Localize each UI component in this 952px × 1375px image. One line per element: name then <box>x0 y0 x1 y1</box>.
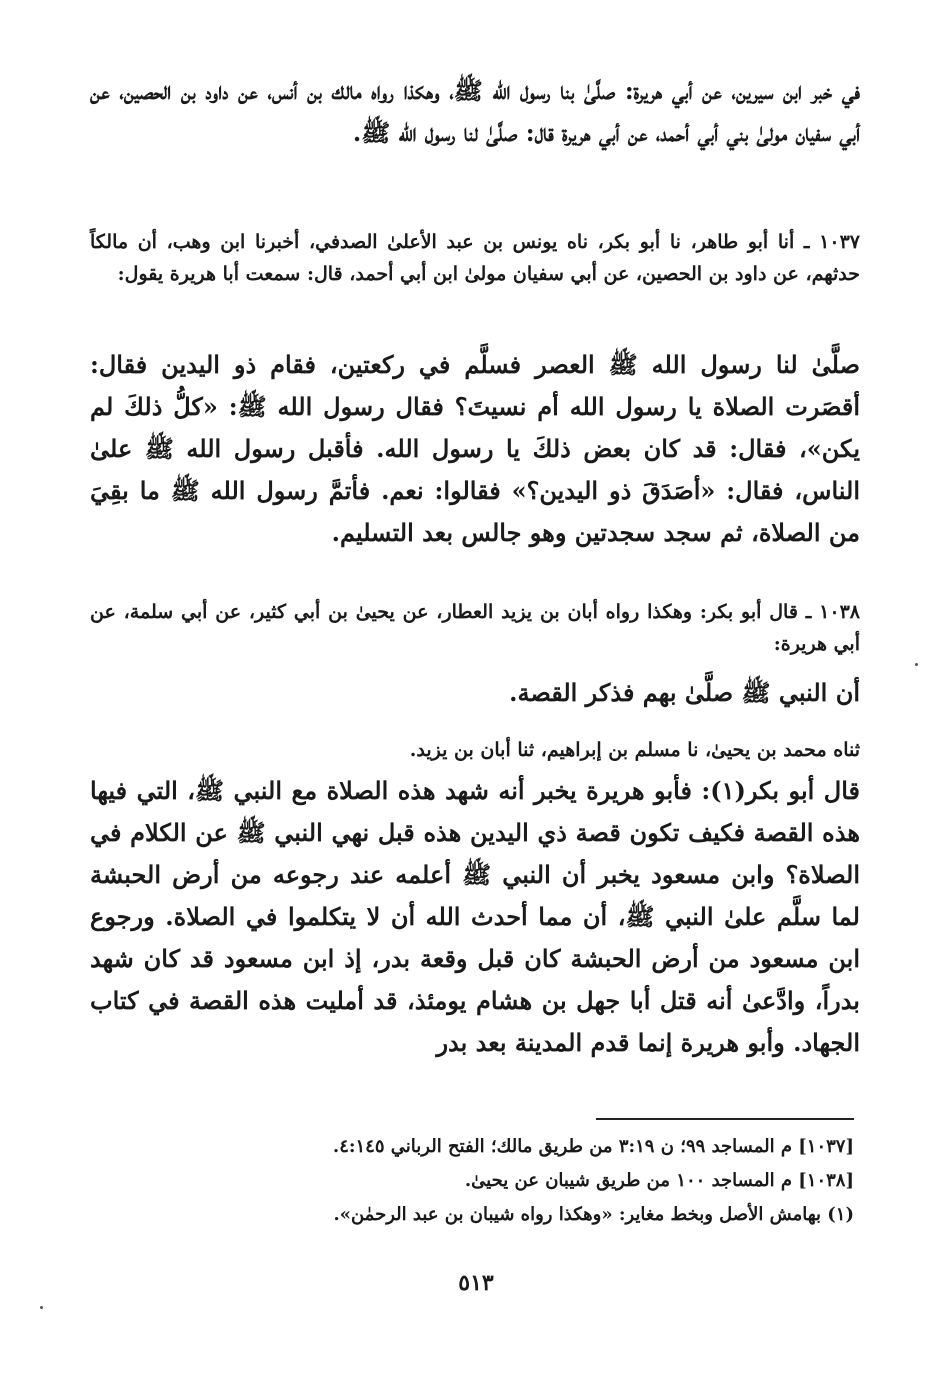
hadith-1038-isnad-2 <box>90 734 860 766</box>
commentary-paragraph <box>90 770 860 1064</box>
footnote-1037: [١٠٣٧] م المساجد ٩٩؛ ن ٣:١٩ من طريق مالك؛ الفتح الرباني ٤:١٤٥. <box>332 1136 854 1157</box>
matn-text: صلَّىٰ لنا رسول الله ﷺ العصر فسلَّم في ركعتين، فقام ذو اليدين فقال: أقصَرت الصلاة يا رسول الله أم نسيتَ؟ فقال رسول الله ﷺ: «كلُّ ذلكَ لم يكن»، فقال: قد كان بعض ذلكَ يا رسول الله. فأقبل رسول الله ﷺ علىٰ الناس، فقال: «أصَدَقَ ذو اليدين؟» فقالوا: نعم. فأتمَّ رسول الله ﷺ ما بقِيَ من الصلاة، ثم سجد سجدتين وهو جالس بعد التسليم. <box>90 350 860 547</box>
matn-text: أن النبي ﷺ صلَّىٰ بهم فذكر القصة. <box>509 678 860 707</box>
footnote-divider <box>596 1118 854 1120</box>
isnad-text: ثناه محمد بن يحيىٰ، نا مسلم بن إبراهيم، ثنا أبان بن يزيد. <box>409 739 860 761</box>
footnote-1: (١) بهامش الأصل وبخط مغاير: «وهكذا رواه شيبان بن عبد الرحمٰن». <box>333 1204 854 1225</box>
footnote-1038: [١٠٣٨] م المساجد ١٠٠ من طريق شيبان عن يحيىٰ. <box>464 1170 854 1191</box>
hadith-1038-isnad <box>90 596 860 660</box>
footnotes <box>92 1130 854 1232</box>
hadith-1037-isnad <box>90 226 860 290</box>
page-number: ٥١٣ <box>458 1270 494 1296</box>
hadith-1038-matn <box>90 672 860 714</box>
paragraph-intro <box>90 70 860 154</box>
scan-speck <box>40 1306 43 1309</box>
paragraph-text: في خبر ابن سيرين، عن أبي هريرة: صلَّىٰ بنا رسول الله ﷺ، وهكذا رواه مالك بن أنس، عن داود بن الحصين، عن أبي سفيان مولىٰ بني أبي أحمد، عن أبي هريرة قال: صلَّىٰ لنا رسول الله ﷺ. <box>90 76 860 147</box>
isnad-text: ١٠٣٨ ـ قال أبو بكر: وهكذا رواه أبان بن يزيد العطار، عن يحيىٰ بن أبي كثير، عن أبي سلمة، عن أبي هريرة: <box>90 601 860 655</box>
isnad-text: ١٠٣٧ ـ أنا أبو طاهر، نا أبو بكر، ناه يونس بن عبد الأعلىٰ الصدفي، أخبرنا ابن وهب، أن مالكاً حدثهم، عن داود بن الحصين، عن أبي سفيان مولىٰ ابن أبي أحمد، قال: سمعت أبا هريرة يقول: <box>90 231 860 285</box>
hadith-1037-matn <box>90 344 860 554</box>
scan-speck <box>915 663 918 666</box>
commentary-text: قال أبو بكر(١): فأبو هريرة يخبر أنه شهد هذه الصلاة مع النبي ﷺ، التي فيها هذه القصة فكيف تكون قصة ذي اليدين هذه قبل نهي النبي ﷺ عن الكلام في الصلاة؟ وابن مسعود يخبر أن النبي ﷺ أعلمه عند رجوعه من أرض الحبشة لما سلَّم علىٰ النبي ﷺ، أن مما أحدث الله أن لا يتكلموا في الصلاة. ورجوع ابن مسعود من أرض الحبشة كان قبل وقعة بدر، إذ ابن مسعود قد كان شهد بدراً، وادَّعىٰ أنه قتل أبا جهل بن هشام يومئذ، قد أمليت هذه القصة في كتاب الجهاد. وأبو هريرة إنما قدم المدينة بعد بدر <box>90 776 861 1057</box>
